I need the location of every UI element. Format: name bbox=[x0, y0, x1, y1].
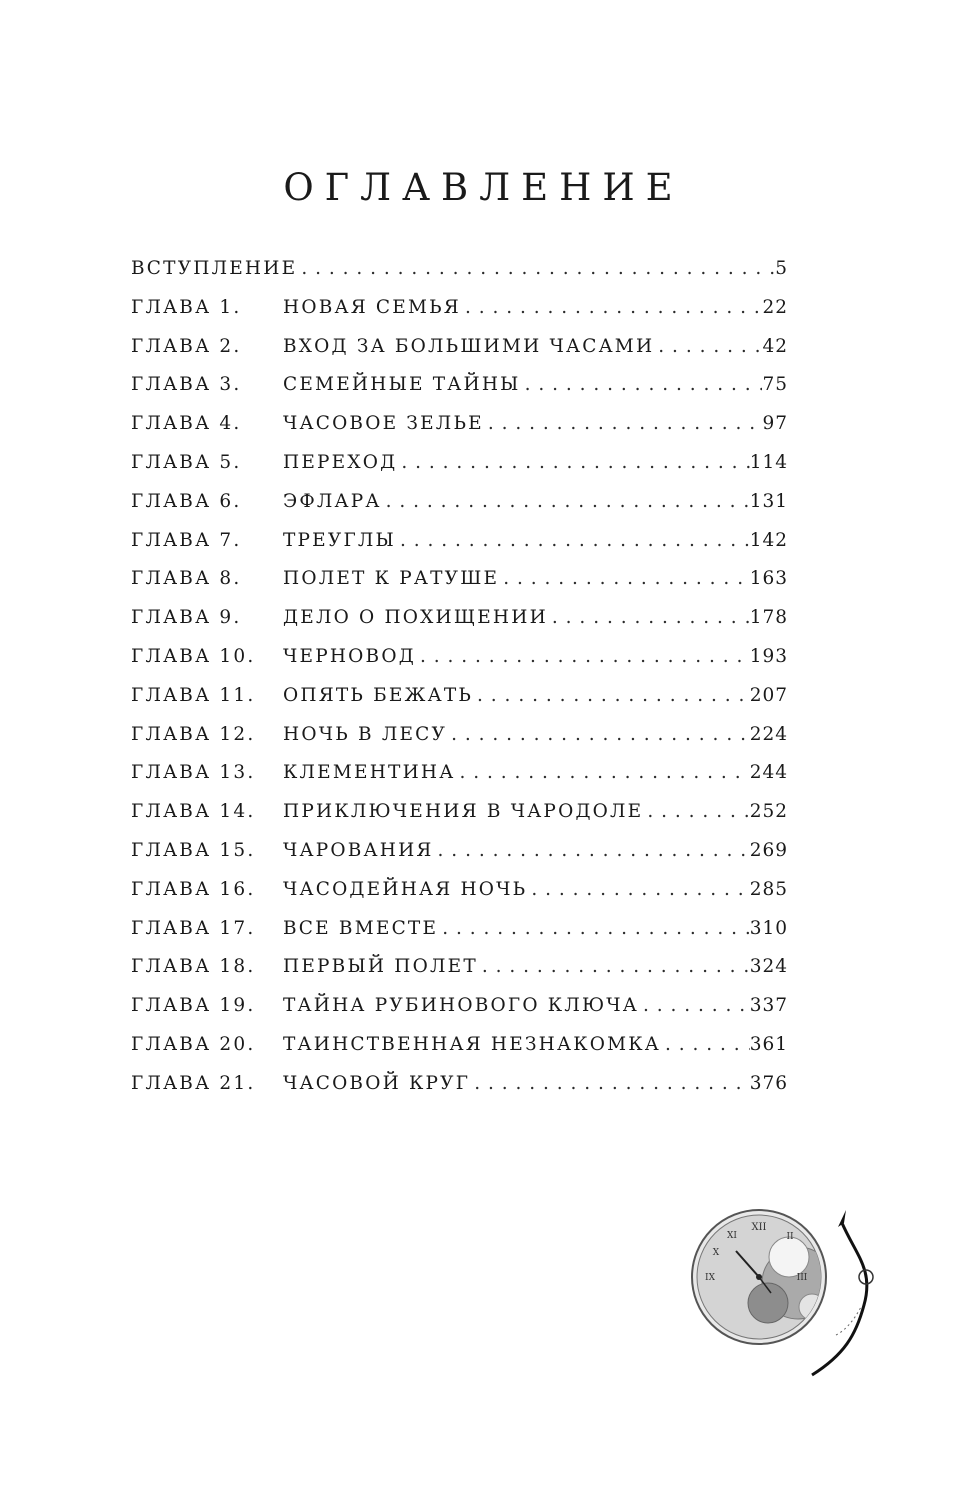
page-title: ОГЛАВЛЕНИЕ bbox=[283, 166, 684, 209]
chapter-title: НОЧЬ В ЛЕСУ bbox=[283, 723, 448, 745]
dot-leader bbox=[654, 328, 762, 367]
dot-leader bbox=[548, 599, 750, 638]
page-number: 324 bbox=[749, 956, 788, 978]
toc-row[interactable] bbox=[131, 560, 788, 599]
page-number: 193 bbox=[749, 645, 788, 667]
clock-numeral: XII bbox=[751, 1222, 767, 1233]
page-number: 97 bbox=[762, 413, 788, 435]
chapter-number: ГЛАВА 3. bbox=[131, 374, 242, 396]
dot-leader bbox=[382, 483, 750, 522]
table-of-contents bbox=[131, 250, 788, 1104]
page-number: 361 bbox=[749, 1033, 788, 1055]
chapter-title: ТАЙНА РУБИНОВОГО КЛЮЧА bbox=[283, 995, 639, 1017]
toc-row[interactable] bbox=[131, 832, 788, 871]
page-number: 285 bbox=[749, 878, 788, 900]
dot-leader bbox=[455, 754, 749, 793]
toc-row[interactable] bbox=[131, 444, 788, 483]
chapter-title: ВХОД ЗА БОЛЬШИМИ ЧАСАМИ bbox=[283, 335, 655, 357]
page-number: 22 bbox=[762, 296, 788, 318]
page-number: 244 bbox=[749, 762, 788, 784]
toc-row[interactable] bbox=[131, 754, 788, 793]
dot-leader bbox=[527, 871, 749, 910]
chapter-title: ЧЕРНОВОД bbox=[283, 645, 416, 667]
toc-row[interactable] bbox=[131, 948, 788, 987]
clock-numeral: II bbox=[786, 1232, 794, 1242]
chapter-number: ГЛАВА 9. bbox=[131, 607, 242, 629]
chapter-number: ГЛАВА 5. bbox=[131, 451, 242, 473]
toc-row[interactable] bbox=[131, 599, 788, 638]
toc-row[interactable] bbox=[131, 1026, 788, 1065]
chapter-number: ГЛАВА 17. bbox=[131, 917, 256, 939]
dot-leader bbox=[484, 405, 763, 444]
dot-leader bbox=[438, 910, 750, 949]
chapter-title: ЧАСОВОЕ ЗЕЛЬЕ bbox=[283, 413, 484, 435]
dot-leader bbox=[473, 677, 750, 716]
chapter-title: ТАИНСТВЕННАЯ НЕЗНАКОМКА bbox=[283, 1033, 661, 1055]
page-number: 114 bbox=[749, 451, 788, 473]
chapter-title: НОВАЯ СЕМЬЯ bbox=[283, 296, 461, 318]
toc-row[interactable] bbox=[131, 483, 788, 522]
chapter-title: ТРЕУГЛЫ bbox=[283, 529, 396, 551]
page-number: 75 bbox=[762, 374, 788, 396]
page-number: 42 bbox=[762, 335, 788, 357]
chapter-title: ОПЯТЬ БЕЖАТЬ bbox=[283, 684, 474, 706]
chapter-number: ГЛАВА 13. bbox=[131, 762, 256, 784]
chapter-number: ГЛАВА 16. bbox=[131, 878, 256, 900]
clock-numeral: IX bbox=[705, 1273, 715, 1283]
chapter-number: ГЛАВА 18. bbox=[131, 956, 256, 978]
dot-leader bbox=[297, 250, 775, 289]
chapter-number: ГЛАВА 8. bbox=[131, 568, 242, 590]
chapter-title: ЧАРОВАНИЯ bbox=[283, 839, 434, 861]
chapter-number: ГЛАВА 21. bbox=[131, 1072, 256, 1094]
dot-leader bbox=[434, 832, 750, 871]
toc-row-intro[interactable] bbox=[131, 250, 788, 289]
toc-row[interactable] bbox=[131, 910, 788, 949]
dot-leader bbox=[416, 638, 750, 677]
chapter-title: ДЕЛО О ПОХИЩЕНИИ bbox=[283, 607, 548, 629]
page-number: 5 bbox=[775, 258, 788, 279]
dot-leader bbox=[397, 444, 749, 483]
chapter-title: КЛЕМЕНТИНА bbox=[283, 762, 456, 784]
dot-leader bbox=[499, 560, 749, 599]
page-number: 163 bbox=[749, 568, 788, 590]
chapter-number: ГЛАВА 12. bbox=[131, 723, 256, 745]
chapter-title: СЕМЕЙНЫЕ ТАЙНЫ bbox=[283, 374, 521, 396]
dot-leader bbox=[661, 1026, 750, 1065]
toc-row[interactable] bbox=[131, 793, 788, 832]
page-number: 142 bbox=[749, 529, 788, 551]
dot-leader bbox=[643, 793, 749, 832]
clock-numeral: III bbox=[796, 1273, 808, 1283]
chapter-number: ГЛАВА 7. bbox=[131, 529, 242, 551]
toc-row[interactable] bbox=[131, 366, 788, 405]
page-number: 310 bbox=[749, 917, 788, 939]
chapter-number: ГЛАВА 15. bbox=[131, 839, 256, 861]
page-number: 269 bbox=[749, 839, 788, 861]
dot-leader bbox=[396, 522, 750, 561]
toc-row[interactable] bbox=[131, 677, 788, 716]
toc-row[interactable] bbox=[131, 987, 788, 1026]
chapter-number: ГЛАВА 19. bbox=[131, 995, 256, 1017]
chapter-number: ГЛАВА 1. bbox=[131, 296, 242, 318]
chapter-title: ЧАСОВОЙ КРУГ bbox=[283, 1072, 471, 1094]
page-number: 131 bbox=[749, 490, 788, 512]
toc-row[interactable] bbox=[131, 328, 788, 367]
chapter-title: ЭФЛАРА bbox=[283, 490, 382, 512]
dot-leader bbox=[447, 716, 750, 755]
chapter-title: ПОЛЕТ К РАТУШЕ bbox=[283, 568, 500, 590]
chapter-title: ПРИКЛЮЧЕНИЯ В ЧАРОДОЛЕ bbox=[283, 801, 644, 823]
dot-leader bbox=[478, 948, 750, 987]
dot-leader bbox=[639, 987, 750, 1026]
intro-title: ВСТУПЛЕНИЕ bbox=[131, 258, 298, 279]
page-number: 252 bbox=[749, 801, 788, 823]
chapter-number: ГЛАВА 11. bbox=[131, 684, 256, 706]
clock-gears-icon bbox=[686, 1195, 886, 1385]
chapter-number: ГЛАВА 10. bbox=[131, 645, 256, 667]
toc-row[interactable] bbox=[131, 289, 788, 328]
chapter-number: ГЛАВА 4. bbox=[131, 413, 242, 435]
chapter-number: ГЛАВА 6. bbox=[131, 490, 242, 512]
clock-numeral: X bbox=[712, 1248, 720, 1258]
chapter-number: ГЛАВА 14. bbox=[131, 801, 256, 823]
chapter-title: ПЕРВЫЙ ПОЛЕТ bbox=[283, 956, 478, 978]
chapter-title: ВСЕ ВМЕСТЕ bbox=[283, 917, 439, 939]
page-number: 376 bbox=[749, 1072, 788, 1094]
page-number: 337 bbox=[749, 995, 788, 1017]
toc-row[interactable] bbox=[131, 871, 788, 910]
toc-row[interactable] bbox=[131, 716, 788, 755]
toc-row[interactable] bbox=[131, 405, 788, 444]
chapter-number: ГЛАВА 2. bbox=[131, 335, 242, 357]
dot-leader bbox=[461, 289, 763, 328]
page-number: 224 bbox=[749, 723, 788, 745]
clock-numeral: XI bbox=[727, 1231, 737, 1241]
toc-row[interactable] bbox=[131, 638, 788, 677]
chapter-title: ПЕРЕХОД bbox=[283, 451, 398, 473]
dot-leader bbox=[470, 1065, 749, 1104]
page-number: 178 bbox=[749, 607, 788, 629]
toc-row[interactable] bbox=[131, 522, 788, 561]
toc-row[interactable] bbox=[131, 1065, 788, 1104]
chapter-number: ГЛАВА 20. bbox=[131, 1033, 256, 1055]
dot-leader bbox=[521, 366, 763, 405]
chapter-title: ЧАСОДЕЙНАЯ НОЧЬ bbox=[283, 878, 528, 900]
page-number: 207 bbox=[749, 684, 788, 706]
